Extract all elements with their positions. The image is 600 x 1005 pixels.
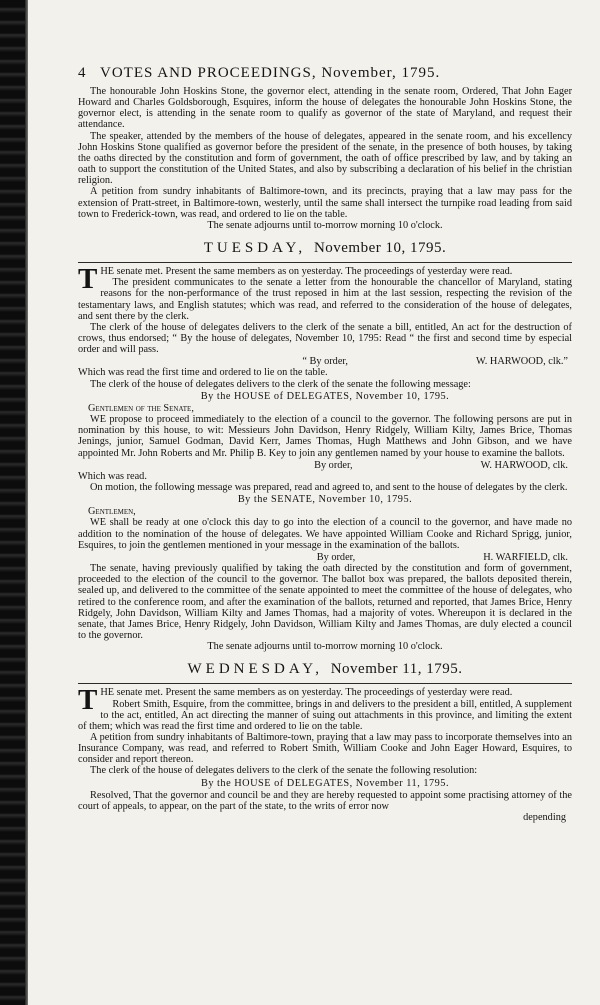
book-gutter-edge xyxy=(0,0,30,1005)
divider-rule xyxy=(78,262,572,263)
opening-text: HE senate met. Present the same members as on yesterday. The proceedings of yesterday were read. xyxy=(100,687,513,699)
signature-name: W. HARWOOD, clk.” xyxy=(476,356,568,368)
day-date: November 10, 1795. xyxy=(313,240,447,257)
catchword: depending xyxy=(523,812,566,824)
paragraph-read-first-time: Which was read the first time and ordered to lie on the table. xyxy=(78,367,328,379)
message-heading: By the HOUSE of DELEGATES, November 10, 1795. xyxy=(200,390,450,402)
running-head xyxy=(78,64,572,82)
day-heading-tuesday xyxy=(78,238,572,258)
signature-block xyxy=(78,460,568,471)
message-heading: By the SENATE, November 10, 1795. xyxy=(237,494,413,506)
paragraph-insurance-petition: A petition from sundry inhabitants of Baltimore-town, praying that a law may pass to incorporate themselves into an Insurance Company, was read, and referred to Robert Smith, William Cooke and John Eager Howard, Esquires, to consider and report thereon. xyxy=(78,731,572,766)
signature-name: H. WARFIELD, clk. xyxy=(483,551,568,563)
page-number: 4 xyxy=(78,65,86,81)
paragraph-message-intro: The clerk of the house of delegates delivers to the clerk of the senate the following message: xyxy=(90,378,471,390)
message-body-ready: WE shall be ready at one o'clock this day to go into the election of a council to the governor, and have made no addition to the nomination of the house of delegates. We have appointed William Cooke and Richard Sprigg, junior, Esquires, to join the gentlemen mentioned in your message in the examination of the ballots. xyxy=(78,517,572,551)
paragraph-resolved: Resolved, That the governor and council be and they are hereby requested to appoint some practising attorney of the court of appeals, to appear, on the part of the state, to the writs of error now xyxy=(78,789,572,812)
paragraph-attachments-bill: Robert Smith, Esquire, from the committee, brings in and delivers to the president a bill, entitled, A supplement to the act, entitled, An act directing the manner of suing out attachments in this province, and limiting the extent of them; which was read the first time and ordered to lie on the table. xyxy=(78,698,572,732)
signature-block xyxy=(78,552,568,563)
paragraph-governor-attending: The honourable John Hoskins Stone, the governor elect, attending in the senate room, Ordered, That John Eager Howard and Charles Goldsborough, Esquires, inform the house of delegates the honourable John Hoskins Stone, the governor elect, is attending in the senate room to qualify as governor of the state of Maryland, and request their attendance. xyxy=(78,86,572,131)
running-title: VOTES AND PROCEEDINGS, November, 1795. xyxy=(100,65,441,81)
adjournment-note: The senate adjourns until to-morrow morning 10 o'clock. xyxy=(207,641,443,653)
day-heading-wednesday xyxy=(78,659,572,679)
signature-by-order: By order, xyxy=(314,459,353,471)
adjournment-note: The senate adjourns until to-morrow morning 10 o'clock. xyxy=(207,219,443,231)
message-salutation: Gentlemen, xyxy=(88,506,136,518)
drop-cap: T xyxy=(78,263,98,296)
paragraph-chancellor-letter: The president communicates to the senate a letter from the honourable the chancellor of Maryland, stating reasons for the non-performance of the trust reposed in him at the last session, respecting the revision of the testamentary laws, and English statutes; which was read, and referred to the consideration of the house of delegates, and sent there by the clerk. xyxy=(78,277,572,322)
page-content xyxy=(78,64,572,823)
paragraph-which-was-read: Which was read. xyxy=(78,470,147,482)
paragraph-resolution-intro: The clerk of the house of delegates delivers to the clerk of the senate the following resolution: xyxy=(90,765,478,777)
paragraph-council-election: The senate, having previously qualified by taking the oath directed by the constitution and form of government, proceeded to the election of the council to the governor. The ballot box was prepared, the ballots deposited therein, sealed up, and delivered to the committee of the senate appointed to meet the committee of the house of delegates, who retired to the conference room, and after the examination of the ballots, returned and reported, that James Brice, Henry Ridgely, John Davidson, William Kilty and James Thomas, had a majority of votes. Whereupon it is declared in the senate, that James Brice, Henry Ridgely, John Davidson, William Kilty and James Thomas, are duly elected a council to the governor. xyxy=(78,563,572,642)
message-heading: By the HOUSE of DELEGATES, November 11, 1795. xyxy=(200,777,450,789)
divider-rule xyxy=(78,683,572,684)
day-name: TUESDAY, xyxy=(203,240,307,257)
signature-by-order: By order, xyxy=(316,551,356,563)
day-date: November 11, 1795. xyxy=(330,661,463,678)
day-name: WEDNESDAY, xyxy=(187,661,323,678)
signature-name: W. HARWOOD, clk. xyxy=(480,459,568,471)
opening-text: HE senate met. Present the same members as on yesterday. The proceedings of yesterday were read. xyxy=(100,266,513,278)
paragraph-senate-met xyxy=(78,263,572,296)
paragraph-governor-qualified: The speaker, attended by the members of the house of delegates, appeared in the senate room, and his excellency John Hoskins Stone qualified as governor before the president of the senate, in the presence of both houses, by taking the oaths directed by the constitution and form of government, the oath of office prescribed by law, and by taking an oath to support the constitution of the United States, and also by subscribing a declaration of his belief in the christian religion. xyxy=(78,130,572,187)
paragraph-pratt-street-petition: A petition from sundry inhabitants of Baltimore-town, and its precincts, praying that a law may pass for the extension of Pratt-street, in Baltimore-town, westerly, until the same shall intersect the turnpike road leading from said town to Frederick-town, was read, and ordered to lie on the table. xyxy=(78,186,572,220)
paragraph-on-motion: On motion, the following message was prepared, read and agreed to, and sent to the house of delegates by the clerk. xyxy=(90,482,568,493)
message-body-nominations: WE propose to proceed immediately to the election of a council to the governor. The following persons are put in nomination by this house, to wit: Messieurs John Davidson, Henry Ridgely, William Kilty, James Brice, Thomas Jenings, junior, Samuel Godman, David Kerr, James Thomas, Hugh Matthews and John Gibson, and we have appointed Mr. John Roberts and Mr. Philip B. Key to join any gentlemen named by your house to examine the ballots. xyxy=(78,414,572,459)
message-salutation: Gentlemen of the Senate, xyxy=(88,402,194,414)
paragraph-crows-bill: The clerk of the house of delegates delivers to the clerk of the senate a bill, entitled, An act for the destruction of crows, thus endorsed; “ By the house of delegates, November 10, 1795: Read “ the first and second time by especial order and will pass. xyxy=(78,321,572,356)
signature-block xyxy=(78,356,568,367)
drop-cap: T xyxy=(78,684,98,717)
signature-by-order: “ By order, xyxy=(302,356,348,368)
